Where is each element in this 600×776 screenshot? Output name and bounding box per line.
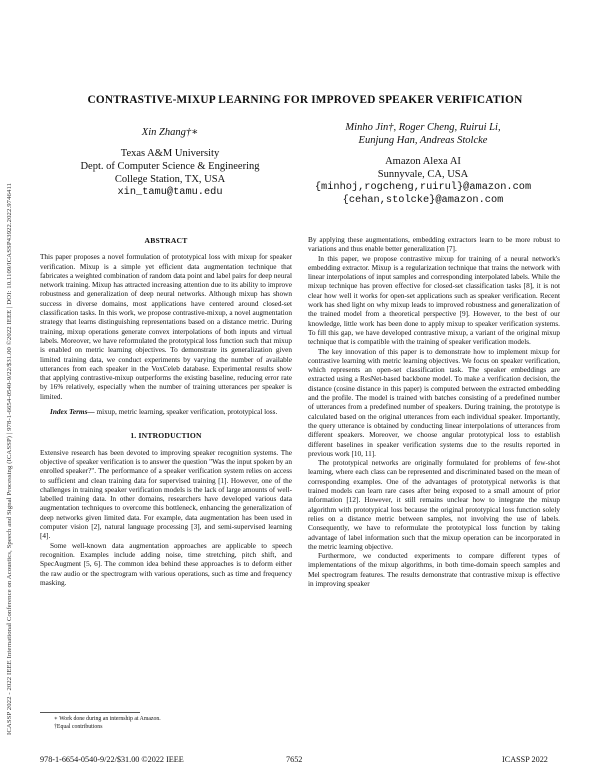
footer-venue: ICASSP 2022 — [502, 755, 548, 764]
affiliation-line: Amazon Alexa AI — [385, 156, 461, 167]
body-paragraph: The key innovation of this paper is to demonstrate how to implement mixup for contrastive learning with metric learning objectives. We focus on speaker verification, which represents an open-set classification task. The speaker embeddings are extracted using a ResNet-based backbone model. To make a verification decision, the distance (cosine distance in this paper) is computed between the extracted embedding and the profile. The model is trained with batches consisting of a predefined number of utterances from a predefined number of speakers. During training, the prototype is calculated based on the original utterances from each individual speaker. Importantly, the query utterance is obtained by conducting linear interpolations of utterances from different speakers. Moreover, we choose angular prototypical loss to establish different baselines in speaker verification systems due to the results reported in previous work [10, 11]. — [308, 347, 560, 458]
body-paragraph: By applying these augmentations, embedding extractors learn to be more robust to variations and thus enable better generalization [7]. — [308, 236, 560, 254]
doi-sidebar — [4, 0, 18, 776]
footnote-rule — [40, 712, 140, 713]
author-block-left — [80, 126, 260, 199]
author-names-right: Eunjung Han, Andreas Stolcke — [358, 135, 488, 146]
introduction-heading: 1. INTRODUCTION — [130, 431, 202, 441]
author-email-right: {cehan,stolcke}@amazon.com — [342, 194, 504, 206]
affiliation-line: College Station, TX, USA — [114, 174, 226, 185]
footer-isbn: 978-1-6654-0540-9/22/$31.00 ©2022 IEEE — [40, 755, 184, 764]
intro-paragraph: Some well-known data augmentation approaches are applicable to speech recognition. Examples include adding noise, time stretching, pitch shift, and SpecAugment [5, 6]. The common idea behind these approaches is to deform either the raw audio or the spectrogram with various operations, such as time and frequency masking. — [40, 541, 292, 587]
affiliation-line: Texas A&M University — [120, 148, 220, 159]
sidebar-text: ICASSP 2022 - 2022 IEEE International Conference on Acoustics, Speech and Signal Processing (ICASSP) | 978-1-6654-0540-9/22/$31.00 ©2022 IEEE | DOI: 10.1109/ICASSP43922.2022.9746411 — [6, 182, 13, 735]
abstract-text: This paper proposes a novel formulation of prototypical loss with mixup for speaker verification. Mixup is a simple yet efficient data augmentation technique that fabricates a weighted combination of random data point and label pairs for deep neural network training. Mixup has attracted increasing attention due to its ability to improve robustness and generalization of deep neural networks. Although mixup has shown success in diverse domains, most applications have centered around closed-set classification tasks. In this work, we propose contrastive-mixup, a novel augmentation strategy that learns distinguishing representations based on a distance metric. During training, mixup operations generate convex interpolations of both inputs and virtual labels. Moreover, we have reformulated the prototypical loss function such that mixup is enabled on metric learning objectives. To demonstrate its generalization given limited training data, we conduct experiments by varying the number of available utterances from each speaker in the VoxCeleb database. Experimental results show that applying contrastive-mixup outperforms the existing baseline, reducing error rate by 16% relatively, especially when the number of training utterances per speaker is limited. — [40, 253, 292, 401]
affiliation-line: Sunnyvale, CA, USA — [377, 169, 469, 180]
abstract-heading: ABSTRACT — [144, 236, 188, 245]
footnotes — [40, 716, 292, 731]
footnote: ∗ Work done during an internship at Amazon. — [54, 716, 161, 722]
intro-paragraph: Extensive research has been devoted to improving speaker recognition systems. The objective of speaker verification is to answer the question "Was the input spoken by an enrolled speaker?". The performance of a speaker verification system relies on access to sufficient and clean training data for supervised training [1]. However, one of the challenges in training speaker verification models is the lack of large amounts of well-labelled training data. In other domains, researchers have developed various data augmentation techniques to overcome this bottleneck, enhancing the generalization of deep networks given limited data. For example, data augmentation has been used in computer vision [2], natural language processing [3], and semi-supervised learning [4]. — [40, 448, 292, 541]
index-terms-label: Index Terms— — [50, 408, 95, 417]
author-email-right: {minhoj,rogcheng,ruirul}@amazon.com — [314, 181, 532, 193]
left-column — [40, 236, 292, 588]
body-paragraph: In this paper, we propose contrastive mixup for training of a neural network's embedding extractor. Mixup is a regularization technique that trains the network with linear interpolations of input samples and corresponding interpolated labels. While the mixup technique has proven effective for closed-set classification tasks [8], it is not clear how well it works for open-set applications such as speaker verification. Recent work has shed light on why mixup leads to improved robustness and generalization of the trained model from a theoretical perspective [9]. However, to the best of our knowledge, little work has been done to apply mixup to speaker verification systems. To fill this gap, we have developed contrastive mixup, a variant of the original mixup technique that is compatible with the training of speaker verification models. — [308, 254, 560, 347]
footnote: †Equal contributions — [54, 723, 103, 730]
author-names-right: Minho Jin†, Roger Cheng, Ruirui Li, — [345, 122, 501, 133]
body-paragraph: The prototypical networks are originally formulated for problems of few-shot learning, where each class can be represented and discriminated based on the mean of corresponding examples. One of the advantages of prototypical networks is that trained models can learn rare cases after being exposed to a small amount of prior information [12]. However, it still remains unclear how to integrate the mixup algorithm with prototypical loss because the original prototypical loss function solely relies on a distance metric between samples, not involving the use of labels. Consequently, we have to reformulate the prototypical loss function by taking advantage of label information such that the mixup operation can be incorporated in the metric learning objective. — [308, 459, 560, 551]
paper-title: CONTRASTIVE-MIXUP LEARNING FOR IMPROVED SPEAKER VERIFICATION — [87, 94, 523, 106]
author-email-left: xin_tamu@tamu.edu — [117, 186, 223, 198]
author-name-left: Xin Zhang†∗ — [141, 127, 199, 138]
page-number: 7652 — [286, 755, 303, 764]
index-terms-text: mixup, metric learning, speaker verification, prototypical loss. — [94, 408, 278, 417]
right-column — [308, 236, 560, 589]
affiliation-line: Dept. of Computer Science & Engineering — [80, 161, 260, 172]
body-paragraph: Furthermore, we conducted experiments to compare different types of implementations of the mixup algorithms, in both time-domain speech samples and Mel spectrogram features. The results demonstrate that contrastive mixup is effective in improving speaker — [308, 552, 560, 588]
index-terms — [40, 408, 292, 417]
author-block-right — [300, 121, 546, 207]
